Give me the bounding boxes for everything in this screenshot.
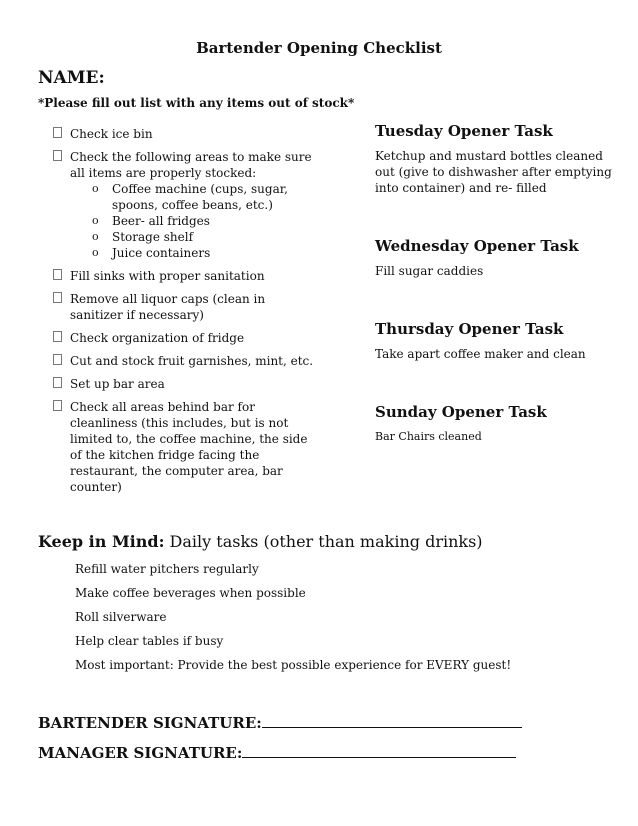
stock-note: *Please fill out list with any items out of stock* <box>38 96 355 110</box>
wednesday-task: Fill sugar caddies <box>375 264 484 278</box>
tuesday-heading: Tuesday Opener Task <box>375 122 553 140</box>
bullet-icon: o <box>92 182 99 195</box>
checklist-item-text: Set up bar area <box>70 377 165 391</box>
sub-item: o Juice containers <box>92 246 211 260</box>
thursday-task: Take apart coffee maker and clean <box>375 347 586 361</box>
bartender-signature-line[interactable] <box>262 713 522 728</box>
bullet-icon: o <box>92 246 99 259</box>
checklist-item-text: Check ice bin <box>70 127 153 141</box>
tuesday-section <box>375 122 615 196</box>
checklist-item-text: Check organization of fridge <box>70 331 245 345</box>
checkbox[interactable] <box>53 269 62 280</box>
checklist-item-text: Cut and stock fruit garnishes, mint, etc. <box>70 354 314 368</box>
name-label: NAME: <box>38 68 105 88</box>
keep-in-mind-text: Daily tasks (other than making drinks) <box>164 532 483 551</box>
daily-task: Make coffee beverages when possible <box>75 586 306 600</box>
checklist-item-text: Remove all liquor caps (clean in sanitizer if necessary) <box>70 292 266 322</box>
keep-in-mind-label: Keep in Mind: <box>38 532 165 551</box>
checklist-item <box>52 353 314 369</box>
daily-task: Help clear tables if busy <box>75 634 224 648</box>
sub-item: o Beer- all fridges <box>92 214 210 228</box>
checkbox[interactable] <box>53 377 62 388</box>
manager-signature <box>38 743 516 762</box>
wednesday-heading: Wednesday Opener Task <box>375 237 579 255</box>
bullet-icon: o <box>92 214 99 227</box>
checklist-item-text: Check all areas behind bar for cleanliness (this includes, but is not limited to, the coffee machine, the side of the kitchen fridge facing the restaurant, the computer area, bar counter) <box>70 400 308 494</box>
checklist-item-text: Check the following areas to make sure all items are properly stocked: <box>70 150 312 180</box>
checklist-item <box>52 126 314 142</box>
bartender-signature-label: BARTENDER SIGNATURE: <box>38 714 262 732</box>
sub-item: o Storage shelf <box>92 230 194 244</box>
checkbox[interactable] <box>53 331 62 342</box>
tuesday-task: Ketchup and mustard bottles cleaned out (give to dishwasher after emptying into container) and re- filled <box>375 149 612 195</box>
wednesday-section <box>375 237 615 279</box>
bartender-signature <box>38 713 522 732</box>
checklist-item-text: Fill sinks with proper sanitation <box>70 269 265 283</box>
sunday-heading: Sunday Opener Task <box>375 403 547 421</box>
stock-sublist <box>70 181 314 261</box>
sunday-section <box>375 403 615 445</box>
manager-signature-line[interactable] <box>242 743 516 758</box>
daily-task: Roll silverware <box>75 610 167 624</box>
page-title: Bartender Opening Checklist <box>196 39 442 57</box>
checklist-item <box>52 268 314 284</box>
checklist-item <box>52 376 314 392</box>
keep-in-mind-heading <box>38 532 483 551</box>
checkbox[interactable] <box>53 400 62 411</box>
checkbox[interactable] <box>53 292 62 303</box>
checkbox[interactable] <box>53 354 62 365</box>
thursday-heading: Thursday Opener Task <box>375 320 564 338</box>
bullet-icon: o <box>92 230 99 243</box>
thursday-section <box>375 320 615 362</box>
opening-checklist <box>52 126 314 495</box>
sunday-task: Bar Chairs cleaned <box>375 430 482 443</box>
daily-task: Refill water pitchers regularly <box>75 562 259 576</box>
sub-item: o Coffee machine (cups, sugar, spoons, coffee beans, etc.) <box>92 182 288 212</box>
checkbox[interactable] <box>53 150 62 161</box>
checklist-item <box>52 291 314 323</box>
daily-tasks-list <box>75 561 511 681</box>
daily-task: Most important: Provide the best possible experience for EVERY guest! <box>75 658 512 672</box>
checklist-item <box>52 149 314 261</box>
checkbox[interactable] <box>53 127 62 138</box>
checklist-item <box>52 399 314 495</box>
checklist-item <box>52 330 314 346</box>
manager-signature-label: MANAGER SIGNATURE: <box>38 744 243 762</box>
